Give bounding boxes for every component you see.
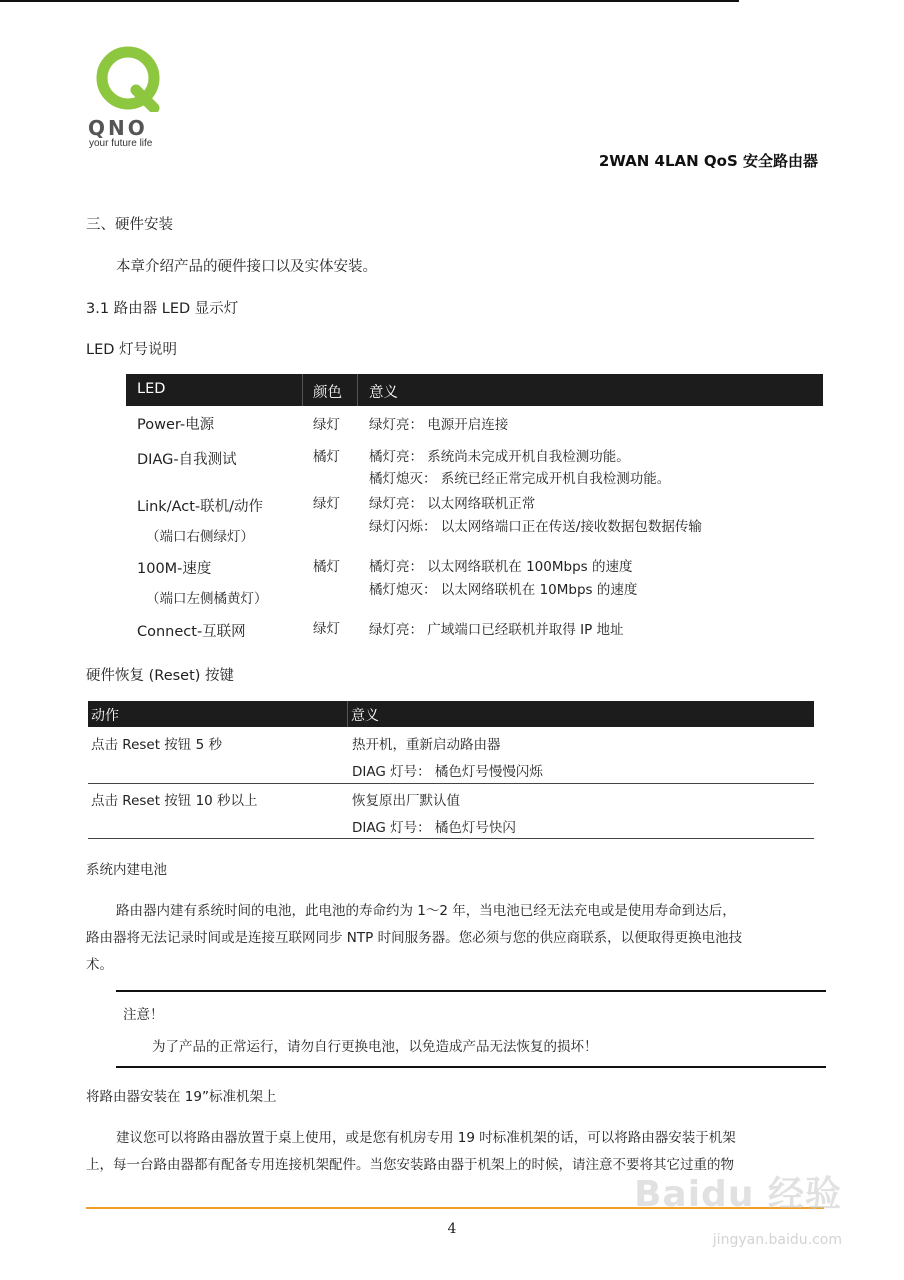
led-meaning: 绿灯亮： 广域端口已经联机并取得 IP 地址 [369, 622, 624, 638]
led-color: 橘灯 [313, 449, 340, 465]
led-name: Connect-互联网 [137, 624, 246, 640]
meaning-col-header: 意义 [351, 708, 379, 724]
rack-heading: 将路由器安装在 19”标准机架上 [86, 1089, 277, 1105]
led-meaning: 绿灯亮： 电源开启连接 [369, 417, 509, 433]
reset-meaning: DIAG 灯号： 橘色灯号快闪 [352, 820, 516, 836]
reset-action: 点击 Reset 按钮 5 秒 [91, 737, 222, 753]
led-color: 绿灯 [313, 417, 340, 433]
battery-paragraph-line: 术。 [86, 957, 113, 973]
reset-heading: 硬件恢复 (Reset) 按键 [86, 668, 235, 684]
led-table-header [126, 374, 823, 406]
logo-wordmark: QNO [88, 116, 148, 140]
rack-paragraph-line: 建议您可以将路由器放置于桌上使用，或是您有机房专用 19 吋标准机架的话，可以将路由器安装于机架 [116, 1130, 736, 1146]
led-table-label: LED 灯号说明 [86, 342, 178, 358]
led-color: 绿灯 [313, 621, 340, 637]
action-col-header: 动作 [91, 708, 119, 724]
color-col-header: 颜色 [313, 385, 342, 401]
battery-paragraph-line: 路由器将无法记录时间或是连接互联网同步 NTP 时间服务器。您必须与您的供应商联系，以便取得更换电池技 [86, 930, 743, 946]
reset-action: 点击 Reset 按钮 10 秒以上 [91, 793, 258, 809]
led-name: DIAG-自我测试 [137, 452, 237, 468]
section-intro: 本章介绍产品的硬件接口以及实体安装。 [116, 259, 377, 275]
led-meaning: 绿灯闪烁： 以太网络端口正在传送/接收数据包数据传输 [369, 519, 702, 535]
note-text: 为了产品的正常运行，请勿自行更换电池，以免造成产品无法恢复的损坏！ [152, 1039, 598, 1055]
reset-meaning: 热开机，重新启动路由器 [352, 737, 501, 753]
page-number: 4 [447, 1221, 457, 1237]
meaning-col-header: 意义 [369, 385, 398, 401]
led-meaning: 橘灯熄灭： 系统已经正常完成开机自我检测功能。 [369, 471, 671, 487]
reset-meaning: 恢复原出厂默认值 [352, 793, 460, 809]
battery-heading: 系统内建电池 [86, 862, 167, 878]
rack-paragraph-line: 上，每一台路由器都有配备专用连接机架配件。当您安装路由器于机架上的时候，请注意不要将其它过重的物 [86, 1157, 734, 1173]
note-top-rule [116, 990, 826, 992]
led-meaning: 橘灯亮： 系统尚未完成开机自我检测功能。 [369, 449, 630, 465]
led-col-header: LED [137, 381, 166, 397]
led-name: Link/Act-联机/动作 [137, 499, 264, 515]
led-meaning: 橘灯熄灭： 以太网络联机在 10Mbps 的速度 [369, 582, 638, 598]
note-bottom-rule [116, 1066, 826, 1068]
watermark-brand: Baidu 经验 [633, 1174, 842, 1215]
subsection-heading: 3.1 路由器 LED 显示灯 [86, 301, 239, 317]
table-bottom-rule [88, 838, 814, 839]
logo-tagline: your future life [89, 138, 153, 149]
led-name: Power-电源 [137, 417, 215, 433]
led-color: 绿灯 [313, 496, 340, 512]
reset-table-header [88, 701, 814, 727]
table-divider [88, 783, 814, 784]
header-rule [0, 0, 739, 2]
led-name-sub: （端口右侧绿灯） [146, 529, 254, 545]
qno-logo-icon [96, 46, 162, 116]
led-meaning: 绿灯亮： 以太网络联机正常 [369, 496, 536, 512]
led-name-sub: （端口左侧橘黄灯） [146, 591, 268, 607]
section-heading: 三、硬件安装 [86, 217, 173, 233]
watermark-url: jingyan.baidu.com [712, 1232, 842, 1248]
note-title: 注意！ [123, 1007, 164, 1023]
battery-paragraph-line: 路由器内建有系统时间的电池，此电池的寿命约为 1～2 年，当电池已经无法充电或是使用寿命到达后， [116, 903, 736, 919]
reset-meaning: DIAG 灯号： 橘色灯号慢慢闪烁 [352, 764, 543, 780]
led-meaning: 橘灯亮： 以太网络联机在 100Mbps 的速度 [369, 559, 633, 575]
led-color: 橘灯 [313, 559, 340, 575]
header-title: 2WAN 4LAN QoS 安全路由器 [598, 152, 818, 170]
led-name: 100M-速度 [137, 561, 212, 577]
